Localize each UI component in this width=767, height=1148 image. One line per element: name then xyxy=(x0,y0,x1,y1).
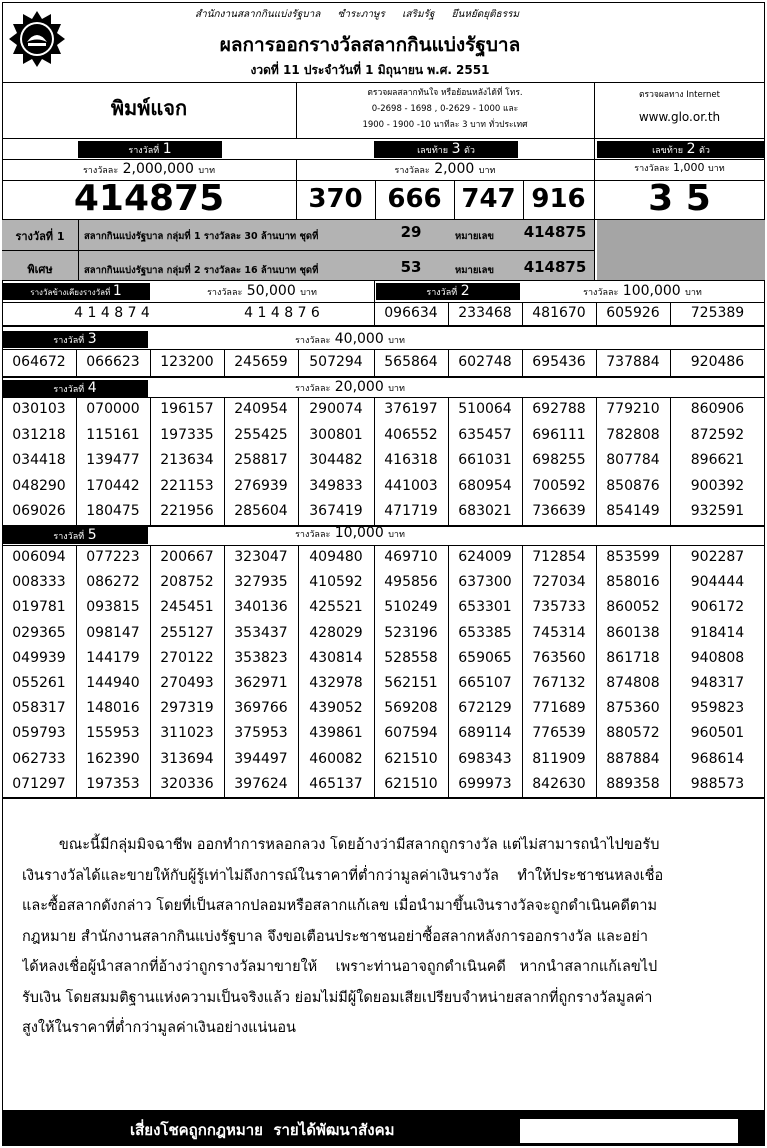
prize-number: 297319 xyxy=(160,700,214,717)
last2-number: 3 5 xyxy=(648,178,711,219)
prize-number: 692788 xyxy=(532,401,586,417)
prize-number: 875360 xyxy=(606,700,660,717)
prize-number: 737884 xyxy=(606,354,660,370)
top-line-item: ยึนหยัดยุติธรรม xyxy=(451,9,520,20)
prize-number: 653385 xyxy=(458,624,512,641)
prize-number: 115161 xyxy=(86,426,140,443)
top-line-item: ซำระภาษูร xyxy=(337,9,385,20)
website-link[interactable]: www.glo.or.th xyxy=(638,110,721,124)
prize-number: 200667 xyxy=(160,549,214,565)
prize-number: 064672 xyxy=(12,354,66,370)
prize-number: 059793 xyxy=(12,725,66,742)
special-row-number: 414875 xyxy=(523,223,587,241)
prize-number: 637300 xyxy=(458,574,512,591)
prize-number: 854149 xyxy=(606,503,660,520)
prize-number: 471719 xyxy=(384,503,438,520)
prize-number: 441003 xyxy=(384,477,438,494)
prize-number: 144940 xyxy=(86,675,140,691)
prize-number: 049939 xyxy=(12,649,66,666)
prize-number: 098147 xyxy=(86,624,140,641)
second-prize-number: 725389 xyxy=(690,305,745,321)
prize-number: 353437 xyxy=(234,624,288,641)
prize-number: 920486 xyxy=(690,354,745,370)
prize-number: 689114 xyxy=(458,725,512,742)
warning-line: กฎหมาย สำนักงานสลากกินแบ่งรัฐบาล จึงขอเตือนประชาชนอย่าซื้อสลากหลังการออกรางวัล และอย่า xyxy=(22,928,649,945)
prize-number: 902287 xyxy=(690,549,745,565)
prize-number: 425521 xyxy=(309,599,363,616)
special-row-text: สลากกินแบ่งรัฐบาล กลุ่มที่ 1 รางวัลละ 30 ล้านบาท ชุดที่ xyxy=(84,231,319,242)
prize-number: 698255 xyxy=(532,452,586,469)
second-prize-number: 096634 xyxy=(384,305,438,321)
second-prize-number: 481670 xyxy=(532,305,586,321)
prize-number: 569208 xyxy=(384,700,438,717)
second-prize-amount: รางวัลละ 100,000 บาท xyxy=(583,283,702,299)
prize-number: 904444 xyxy=(690,574,745,591)
prize-number: 880572 xyxy=(606,725,660,742)
special-row-num-label: หมายเลข xyxy=(455,231,494,242)
phone-check-info xyxy=(296,85,594,133)
prize-number: 510249 xyxy=(384,599,438,616)
prize-number: 031218 xyxy=(12,426,66,443)
prize-number: 030103 xyxy=(12,401,66,417)
prize-number: 874808 xyxy=(606,675,660,691)
first-prize-amount: รางวัลละ 2,000,000 บาท xyxy=(82,161,216,177)
prize-number: 221956 xyxy=(160,503,214,520)
warning-line: และซื้อสลากดังกล่าว โดยที่เป็นสลากปลอมหรือสลากแก้เลข เมื่อนำมาขึ้นเงินรางวัลจะถูกดำเนินคดีตาม xyxy=(22,898,658,914)
prize-number: 811909 xyxy=(532,750,586,767)
near-first-label: รางวัลข้างเคียงรางวัลที่ 1 xyxy=(2,283,150,300)
last2-amount: รางวัลละ 1,000 บาท xyxy=(634,161,725,174)
prize-number: 270493 xyxy=(160,675,214,691)
top-line-item: สำนักงานสลากกินแบ่งรัฐบาล xyxy=(195,9,321,20)
print-label: พิมพ์แจก xyxy=(110,96,188,120)
prize-number: 896621 xyxy=(690,452,745,469)
prize-number: 960501 xyxy=(690,725,745,742)
warning-line: รับเงิน โดยสมมติฐานแห่งความเป็นจริงแล้ว ย่อมไม่มีผู้ใดยอมเสียเปรียบจำหน่ายสลากที่ถูกรางวัลมูลค่า xyxy=(22,989,653,1006)
prize-number: 771689 xyxy=(532,700,586,717)
prize-number: 860906 xyxy=(690,401,745,417)
prize-number: 029365 xyxy=(12,624,66,641)
prize-number: 048290 xyxy=(12,477,66,494)
prize-number: 430814 xyxy=(309,649,363,666)
prize-number: 367419 xyxy=(309,503,363,520)
prize-number: 406552 xyxy=(384,426,438,443)
prize-number: 300801 xyxy=(309,426,363,443)
prize-number: 432978 xyxy=(309,675,363,691)
prize-number: 767132 xyxy=(532,675,586,691)
prize-number: 635457 xyxy=(458,426,512,443)
prize-number: 776539 xyxy=(532,725,586,742)
last3-number: 916 xyxy=(531,184,586,214)
prize-number: 860052 xyxy=(606,599,660,616)
prize-number: 066623 xyxy=(86,354,140,370)
prize-number: 162390 xyxy=(86,750,140,767)
prize-number: 034418 xyxy=(12,452,66,469)
prize-number: 665107 xyxy=(458,675,512,691)
prize-number: 696111 xyxy=(532,426,586,443)
internet-label: ตรวจผลทาง Internet xyxy=(638,90,720,100)
prize-number: 782808 xyxy=(606,426,660,443)
last3-label: เลขท้าย 3 ตัว xyxy=(374,141,518,158)
prize-number: 460082 xyxy=(309,750,363,767)
prize-number: 197335 xyxy=(160,426,214,443)
fifth-prize-amount: รางวัลละ 10,000 บาท xyxy=(295,525,405,541)
prize-number: 853599 xyxy=(606,549,660,565)
prize-number: 602748 xyxy=(458,354,512,370)
special-row-text: สลากกินแบ่งรัฐบาล กลุ่มที่ 2 รางวัลละ 16 ล้านบาท ชุดที่ xyxy=(84,265,319,276)
prize-number: 858016 xyxy=(606,574,660,591)
warning-line: ขณะนี้มีกลุ่มมิจฉาชีพ ออกทำการหลอกลวง โดยอ้างว่ามีสลากถูกรางวัล แต่ไม่สามารถนำไปขอรับ xyxy=(22,837,660,853)
prize-number: 735733 xyxy=(532,599,586,616)
prize-number: 323047 xyxy=(234,549,288,565)
prize-number: 245659 xyxy=(234,354,288,370)
near-first-number: 4 1 4 8 7 6 xyxy=(244,305,320,321)
prize-number: 197353 xyxy=(86,775,140,792)
special-row-series: 53 xyxy=(400,258,422,276)
near-first-number: 4 1 4 8 7 4 xyxy=(74,305,150,321)
prize-number: 369766 xyxy=(234,700,288,717)
warning-notice xyxy=(22,830,744,1044)
warning-line: เงินรางวัลได้และขายให้กับผู้รู้เท่าไม่ถึงการณ์ในราคาที่ต่ำกว่ามูลค่าเงินรางวัล ทำให้ประชาชนหลงเชื่อ xyxy=(22,867,664,884)
last3-number: 747 xyxy=(461,184,516,214)
prize-number: 255425 xyxy=(234,426,288,443)
prize-number: 019781 xyxy=(12,599,66,616)
prize-number: 700592 xyxy=(532,477,586,494)
prize-number: 086272 xyxy=(86,574,140,591)
prize-number: 139477 xyxy=(86,452,140,469)
prize-number: 349833 xyxy=(309,477,363,494)
prize-number: 208752 xyxy=(160,574,214,591)
prize-number: 807784 xyxy=(606,452,660,469)
prize-number: 439861 xyxy=(309,725,363,742)
prize-number: 362971 xyxy=(234,675,288,691)
prize-number: 258817 xyxy=(234,452,288,469)
prize-number: 906172 xyxy=(690,599,745,616)
prize-number: 439052 xyxy=(309,700,363,717)
prize-number: 180475 xyxy=(86,503,140,520)
prize-number: 311023 xyxy=(160,725,214,742)
prize-number: 872592 xyxy=(690,426,745,443)
draw-date: งวดที่ 11 ประจำวันที่ 1 มิถุนายน พ.ศ. 2551 xyxy=(250,63,490,77)
prize-number: 683021 xyxy=(458,503,512,520)
prize-number: 155953 xyxy=(86,725,140,742)
prize-number: 353823 xyxy=(234,649,288,666)
prize-number: 763560 xyxy=(532,649,586,666)
prize-number: 069026 xyxy=(12,503,66,520)
prize-number: 850876 xyxy=(606,477,660,494)
prize-number: 659065 xyxy=(458,649,512,666)
second-prize-number: 605926 xyxy=(606,305,660,321)
prize-number: 699973 xyxy=(458,775,512,792)
prize-number: 712854 xyxy=(532,549,586,565)
prize-number: 221153 xyxy=(160,477,214,494)
prize-number: 968614 xyxy=(690,750,745,767)
first-prize-number: 414875 xyxy=(73,178,225,219)
prize-number: 375953 xyxy=(234,725,288,742)
prize-number: 170442 xyxy=(86,477,140,494)
prize-number: 695436 xyxy=(532,354,586,370)
prize-number: 940808 xyxy=(690,649,745,666)
first-prize-label: รางวัลที่ 1 xyxy=(78,141,222,158)
prize-number: 304482 xyxy=(309,452,363,469)
prize-number: 006094 xyxy=(12,549,66,565)
prize-number: 276939 xyxy=(234,477,288,494)
special-row-series: 29 xyxy=(400,223,422,241)
warning-line: ได้หลงเชื่อผู้นำสลากที่อ้างว่าถูกรางวัลมาขายให้ เพราะท่านอาจถูกดำเนินคดี หากนำสลากแก้เลขไป xyxy=(22,959,658,975)
fourth-prize-amount: รางวัลละ 20,000 บาท xyxy=(295,379,405,395)
prize-number: 887884 xyxy=(606,750,660,767)
prize-number: 410592 xyxy=(309,574,363,591)
third-prize-label: รางวัลที่ 3 xyxy=(2,331,148,348)
footer-slogan: เสี่ยงโชคถูกกฎหมาย รายได้พัฒนาสังคม xyxy=(130,1121,395,1139)
footer-blank-box xyxy=(520,1119,738,1143)
special-side-panel xyxy=(597,220,765,280)
prize-number: 290074 xyxy=(309,401,363,417)
phone-line: 1900 - 1900 -10 นาทีละ 3 บาท ทั่วประเทศ xyxy=(362,120,528,130)
top-line-item: เสริมรัฐ xyxy=(402,9,435,20)
prize-number: 528558 xyxy=(384,649,438,666)
prize-number: 861718 xyxy=(606,649,660,666)
prize-number: 327935 xyxy=(234,574,288,591)
prize-number: 607594 xyxy=(384,725,438,742)
prize-number: 123200 xyxy=(160,354,214,370)
prize-number: 058317 xyxy=(12,700,66,717)
prize-number: 055261 xyxy=(12,675,66,691)
prize-number: 320336 xyxy=(160,775,214,792)
second-prize-number: 233468 xyxy=(458,305,512,321)
phone-line: 0-2698 - 1698 , 0-2629 - 1000 และ xyxy=(371,104,519,114)
prize-number: 653301 xyxy=(458,599,512,616)
special-label-bottom: พิเศษ xyxy=(27,263,53,276)
prize-number: 959823 xyxy=(690,700,745,717)
prize-number: 745314 xyxy=(532,624,586,641)
prize-number: 988573 xyxy=(690,775,745,792)
last3-number: 666 xyxy=(387,184,442,214)
prize-number: 727034 xyxy=(532,574,586,591)
prize-number: 270122 xyxy=(160,649,214,666)
prize-number: 621510 xyxy=(384,775,438,792)
prize-number: 394497 xyxy=(234,750,288,767)
prize-number: 523196 xyxy=(384,624,438,641)
prize-number: 624009 xyxy=(458,549,512,565)
prize-number: 340136 xyxy=(234,599,288,616)
emblem-logo xyxy=(8,10,66,68)
prize-number: 397624 xyxy=(234,775,288,792)
third-prize-amount: รางวัลละ 40,000 บาท xyxy=(295,331,405,347)
prize-number: 565864 xyxy=(384,354,438,370)
prize-number: 661031 xyxy=(458,452,512,469)
prize-number: 900392 xyxy=(690,477,745,494)
prize-number: 672129 xyxy=(458,700,512,717)
prize-number: 510064 xyxy=(458,401,512,417)
prize-number: 779210 xyxy=(606,401,660,417)
prize-number: 948317 xyxy=(690,675,745,691)
near-first-amount: รางวัลละ 50,000 บาท xyxy=(207,283,317,299)
prize-number: 680954 xyxy=(458,477,512,494)
prize-number: 255127 xyxy=(160,624,214,641)
prize-number: 409480 xyxy=(309,549,363,565)
prize-number: 213634 xyxy=(160,452,214,469)
special-row-number: 414875 xyxy=(523,258,587,276)
prize-number: 196157 xyxy=(160,401,214,417)
last3-number: 370 xyxy=(308,184,363,214)
special-row-num-label: หมายเลข xyxy=(455,265,494,276)
prize-number: 698343 xyxy=(458,750,512,767)
page-title: ผลการออกรางวัลสลากกินแบ่งรัฐบาล xyxy=(219,34,521,56)
warning-line: สูงให้ในราคาที่ต่ำกว่ามูลค่าเงินอย่างแน่นอน xyxy=(22,1020,296,1036)
prize-number: 465137 xyxy=(309,775,363,792)
prize-number: 889358 xyxy=(606,775,660,792)
prize-number: 507294 xyxy=(309,354,363,370)
prize-number: 469710 xyxy=(384,549,438,565)
prize-number: 093815 xyxy=(86,599,140,616)
prize-number: 842630 xyxy=(532,775,586,792)
last2-label: เลขท้าย 2 ตัว xyxy=(597,141,765,158)
phone-line: ตรวจผลสลากทันใจ หรือย้อนหลังได้ที่ โทร. xyxy=(367,88,523,98)
prize-number: 077223 xyxy=(86,549,140,565)
prize-number: 062733 xyxy=(12,750,66,767)
prize-number: 285604 xyxy=(234,503,288,520)
prize-number: 245451 xyxy=(160,599,214,616)
fourth-prize-label: รางวัลที่ 4 xyxy=(2,380,148,397)
prize-number: 562151 xyxy=(384,675,438,691)
prize-number: 918414 xyxy=(690,624,745,641)
prize-number: 621510 xyxy=(384,750,438,767)
prize-number: 416318 xyxy=(384,452,438,469)
prize-number: 860138 xyxy=(606,624,660,641)
prize-number: 240954 xyxy=(234,401,288,417)
prize-number: 071297 xyxy=(12,775,66,792)
prize-number: 148016 xyxy=(86,700,140,717)
fifth-prize-label: รางวัลที่ 5 xyxy=(2,527,148,544)
prize-number: 008333 xyxy=(12,574,66,591)
prize-number: 932591 xyxy=(690,503,745,520)
prize-number: 736639 xyxy=(532,503,586,520)
prize-number: 070000 xyxy=(86,401,140,417)
special-label-top: รางวัลที่ 1 xyxy=(15,230,65,243)
header-top-line xyxy=(195,7,555,23)
prize-number: 428029 xyxy=(309,624,363,641)
prize-number: 313694 xyxy=(160,750,214,767)
last3-amount: รางวัลละ 2,000 บาท xyxy=(394,161,496,177)
prize-number: 144179 xyxy=(86,649,140,666)
prize-number: 495856 xyxy=(384,574,438,591)
prize-number: 376197 xyxy=(384,401,438,417)
second-prize-label: รางวัลที่ 2 xyxy=(376,283,520,300)
